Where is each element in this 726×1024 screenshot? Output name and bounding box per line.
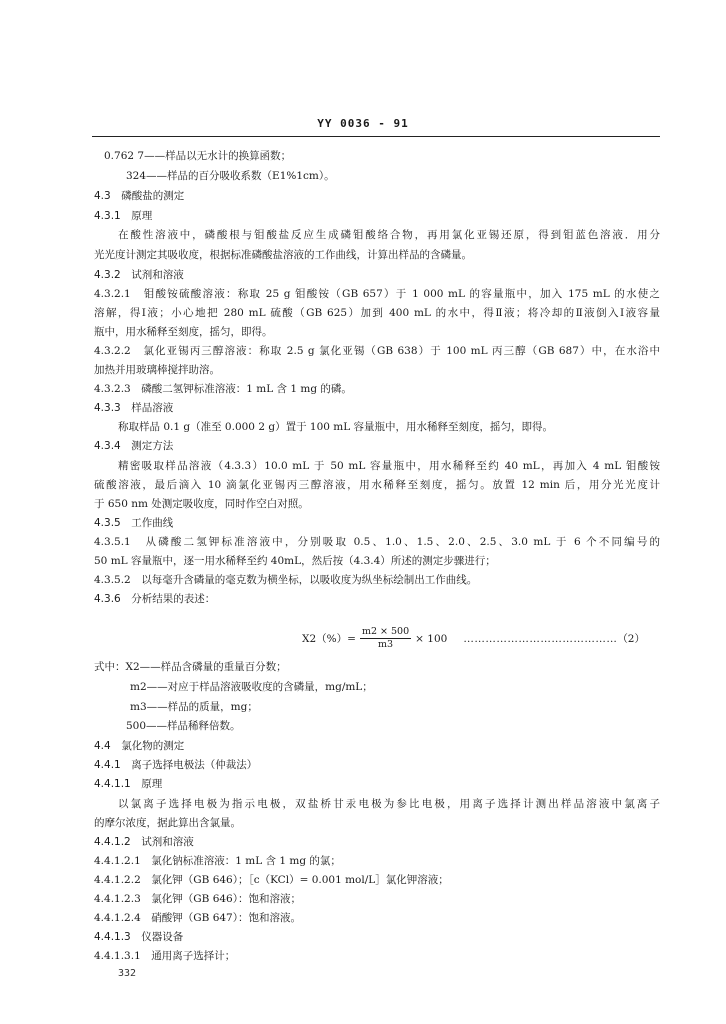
header-rule: [92, 136, 660, 137]
section-heading: 4.3.3 样品溶液: [94, 402, 174, 414]
formula-denominator: m3: [378, 639, 394, 650]
formula-2: [302, 626, 645, 651]
section-heading: 4.3.5 工作曲线: [94, 517, 174, 529]
text-line: 4.4.1.2.3 氯化钾（GB 646）：饱和溶液；: [94, 893, 301, 905]
text-line: 4.3.2.2 氯化亚锡丙三醇溶液：称取 2.5 g 氯化亚锡（GB 638）于 100 mL 丙三醇（GB 687）中，在水浴中: [94, 345, 660, 357]
text-line: 以氯离子选择电极为指示电极，双盐桥甘汞电极为参比电极，用离子选择计测出样品溶液中氯离子: [118, 798, 660, 810]
section-heading: 4.4.1.1 原理: [94, 778, 163, 790]
text-line: 式中：X2——样品含磷量的重量百分数；: [94, 661, 287, 673]
text-line: 4.4.1.3.1 通用离子选择计；: [94, 950, 236, 962]
page-number: 332: [118, 968, 137, 979]
section-heading: 4.4 氯化物的测定: [94, 740, 185, 752]
section-heading: 4.3.4 测定方法: [94, 440, 174, 452]
formula-leader-dots: ……………………………………: [463, 632, 618, 645]
section-heading: 4.3 磷酸盐的测定: [94, 190, 185, 202]
text-line: 4.4.1.2.2 氯化钾（GB 646）；［c（KCl）= 0.001 mol/L］氯化钾溶液；: [94, 874, 449, 886]
text-line: 溶解，得Ⅰ液；小心地把 280 mL 硫酸（GB 625）加到 400 mL 的水中，得Ⅱ液；将冷却的Ⅱ液倒入Ⅰ液容量: [94, 307, 660, 319]
section-heading: 4.3.2 试剂和溶液: [94, 269, 184, 281]
section-heading: 4.3.6 分析结果的表述：: [94, 593, 216, 605]
text-line: 4.4.1.2.4 硝酸钾（GB 647）：饱和溶液。: [94, 912, 301, 924]
text-line: 324——样品的百分吸收系数（E1%1cm）。: [126, 170, 335, 182]
text-line: 在酸性溶液中，磷酸根与钼酸盐反应生成磷钼酸络合物，再用氯化亚锡还原，得到钼蓝色溶液．用分: [118, 229, 660, 241]
text-line: 光光度计测定其吸收度，根据标准磷酸盐溶液的工作曲线，计算出样品的含磷量。: [94, 249, 472, 261]
formula-fraction: [360, 626, 411, 651]
formula-lhs: X2（%）=: [302, 633, 356, 645]
standard-code-header: YY 0036 - 91: [317, 117, 409, 130]
text-line: 4.3.2.3 磷酸二氢钾标准溶液：1 mL 含 1 mg 的磷。: [94, 383, 352, 395]
text-line: 精密吸取样品溶液（4.3.3）10.0 mL 于 50 mL 容量瓶中，用水稀释至约 40 mL，再加入 4 mL 钼酸铵: [118, 460, 660, 472]
text-line: 4.4.1.2.1 氯化钠标准溶液：1 mL 含 1 mg 的氯；: [94, 855, 341, 867]
text-line: 50 mL 容量瓶中，逐一用水稀释至约 40mL，然后按（4.3.4）所述的测定步骤进行；: [94, 555, 496, 567]
section-heading: 4.3.1 原理: [94, 210, 153, 222]
section-heading: 4.4.1 离子选择电极法（仲裁法）: [94, 759, 258, 771]
text-line: 瓶中，用水稀释至刻度，摇匀，即得。: [94, 326, 273, 338]
text-line: 4.3.5.2 以每毫升含磷量的毫克数为横坐标，以吸收度为纵坐标绘制出工作曲线。: [94, 574, 478, 586]
text-line: 硫酸溶液，最后滴入 10 滴氯化亚锡丙三醇溶液，用水稀释至刻度，摇匀。放置 12 min 后，用分光光度计: [94, 479, 660, 491]
text-line: m3——样品的质量，mg；: [130, 701, 258, 713]
formula-numerator: m2 × 500: [361, 626, 410, 637]
text-line: 称取样品 0.1 g（准至 0.000 2 g）置于 100 mL 容量瓶中，用水稀释至刻度，摇匀，即得。: [118, 421, 554, 433]
text-line: 加热并用玻璃棒搅拌助溶。: [94, 364, 220, 376]
text-line: 于 650 nm 处测定吸收度，同时作空白对照。: [94, 498, 309, 510]
text-line: 的摩尔浓度，据此算出含氯量。: [94, 817, 241, 829]
text-line: 500——样品稀释倍数。: [126, 720, 241, 732]
text-line: 4.3.2.1 钼酸铵硫酸溶液：称取 25 g 钼酸铵（GB 657）于 1 000 mL 的容量瓶中，加入 175 mL 的水使之: [94, 288, 660, 300]
text-line: 4.3.5.1 从磷酸二氢钾标准溶液中，分别吸取 0.5、1.0、1.5、2.0、2.5、3.0 mL 于 6 个不同编号的: [94, 536, 660, 548]
section-heading: 4.4.1.3 仪器设备: [94, 931, 184, 943]
formula-number: （2）: [617, 633, 645, 645]
text-line: 0.762 7——样品以无水计的换算函数；: [104, 150, 292, 162]
section-heading: 4.4.1.2 试剂和溶液: [94, 836, 194, 848]
formula-times: × 100: [415, 632, 448, 645]
text-line: m2——对应于样品溶液吸收度的含磷量，mg/mL；: [130, 681, 373, 693]
